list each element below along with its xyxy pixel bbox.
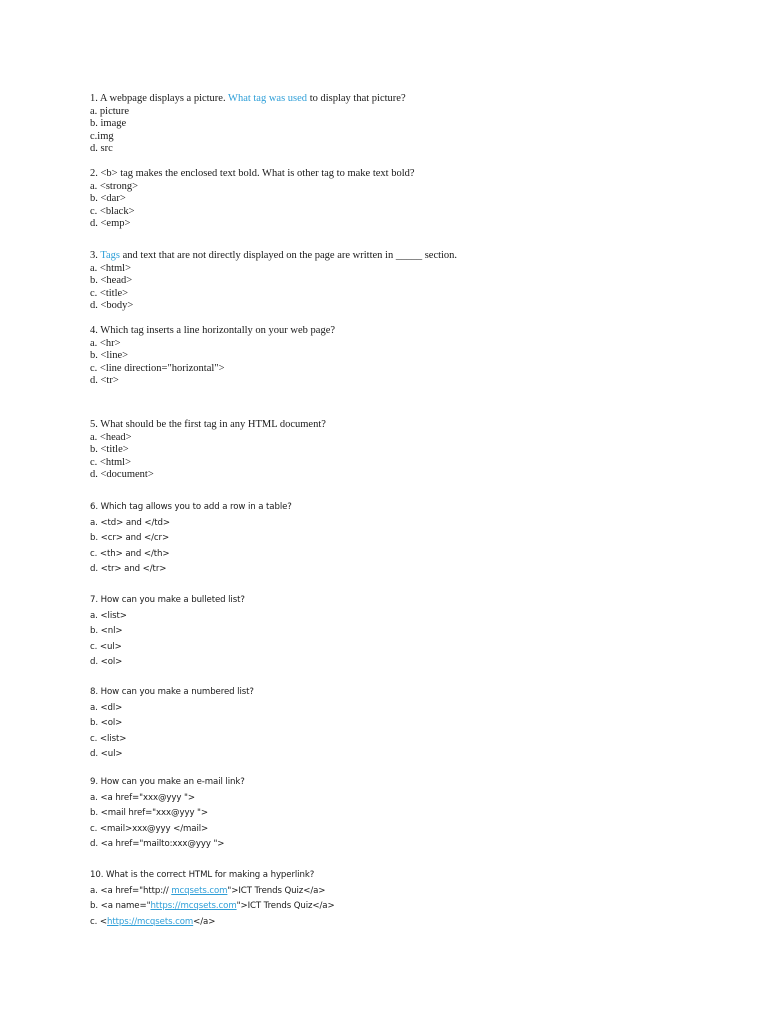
- option-d: d. <body>: [90, 300, 134, 312]
- question-text: 5. What should be the first tag in any HTML document?: [90, 419, 326, 430]
- question-3: [90, 250, 457, 313]
- hyperlink[interactable]: mcqsets.com: [171, 885, 228, 896]
- question-text: 9. How can you make an e-mail link?: [90, 777, 245, 787]
- hyperlink[interactable]: https://mcqsets.com: [107, 916, 194, 927]
- option-d: d. <emp>: [90, 218, 131, 230]
- question-5: [90, 419, 326, 482]
- highlighted-text: What tag was used: [228, 93, 308, 104]
- option-d: d. <ul>: [90, 749, 123, 759]
- question-text: 3. Tags and text that are not directly displayed on the page are written in _____ section.: [90, 250, 458, 261]
- highlighted-text: Tags: [100, 250, 120, 261]
- question-text: 1. A webpage displays a picture. What tag was used to display that picture?: [90, 93, 406, 104]
- option-a: a. <hr>: [90, 337, 121, 349]
- option-c: c. <th> and </th>: [90, 548, 170, 559]
- option-d: d. <document>: [90, 469, 154, 481]
- question-4: [90, 325, 335, 388]
- option-c: c.img: [90, 130, 114, 142]
- question-text: 2. <b> tag makes the enclosed text bold. What is other tag to make text bold?: [90, 168, 415, 179]
- option-a: a. <html>: [90, 262, 132, 274]
- question-text: 8. How can you make a numbered list?: [90, 687, 254, 697]
- question-text: 4. Which tag inserts a line horizontally on your web page?: [90, 325, 336, 336]
- option-c: c. <list>: [90, 733, 127, 744]
- option-a: a. <td> and </td>: [90, 517, 171, 528]
- hyperlink[interactable]: https://mcqsets.com: [150, 901, 237, 911]
- question-text: 6. Which tag allows you to add a row in a table?: [90, 502, 292, 512]
- option-a: a. <strong>: [90, 180, 139, 192]
- option-b: b. <line>: [90, 350, 129, 362]
- option-d: d. <tr>: [90, 375, 119, 387]
- option-b: b. <dar>: [90, 193, 126, 205]
- option-c: c. <title>: [90, 287, 129, 299]
- option-c: c. <black>: [90, 205, 135, 217]
- option-c: c. <ul>: [90, 641, 122, 652]
- option-a: a. <dl>: [90, 702, 123, 713]
- question-text: 7. How can you make a bulleted list?: [90, 595, 245, 605]
- option-b: b. <a name="https://mcqsets.com">ICT Trends Quiz</a>: [90, 901, 335, 911]
- option-b: b. <cr> and </cr>: [90, 533, 170, 543]
- question-10: [90, 868, 335, 930]
- option-a: a. <a href="xxx@yyy ">: [90, 792, 195, 803]
- question-1: [90, 93, 406, 156]
- option-b: b. <mail href="xxx@yyy ">: [90, 808, 209, 818]
- option-b: b. <title>: [90, 444, 129, 456]
- option-d: d. <ol>: [90, 657, 123, 667]
- question-6: [90, 500, 292, 578]
- option-b: b. <ol>: [90, 718, 123, 728]
- option-b: b. <nl>: [90, 626, 123, 636]
- option-a: a. <a href="http:// mcqsets.com">ICT Trends Quiz</a>: [90, 885, 326, 896]
- option-d: d. src: [90, 143, 113, 155]
- question-7: [90, 593, 245, 671]
- option-c: c. <mail>xxx@yyy </mail>: [90, 823, 209, 834]
- question-2: [90, 168, 415, 231]
- question-9: [90, 775, 245, 853]
- option-b: b. <head>: [90, 275, 133, 287]
- option-d: d. <tr> and </tr>: [90, 564, 167, 574]
- option-d: d. <a href="mailto:xxx@yyy ">: [90, 839, 225, 849]
- question-8: [90, 685, 254, 763]
- option-a: a. <list>: [90, 610, 127, 621]
- option-c: c. <https://mcqsets.com</a>: [90, 916, 216, 927]
- option-a: a. picture: [90, 105, 130, 117]
- option-a: a. <head>: [90, 431, 132, 443]
- question-text: 10. What is the correct HTML for making a hyperlink?: [90, 870, 315, 880]
- option-c: c. <html>: [90, 456, 132, 468]
- option-c: c. <line direction="horizontal">: [90, 362, 225, 374]
- option-b: b. image: [90, 118, 127, 130]
